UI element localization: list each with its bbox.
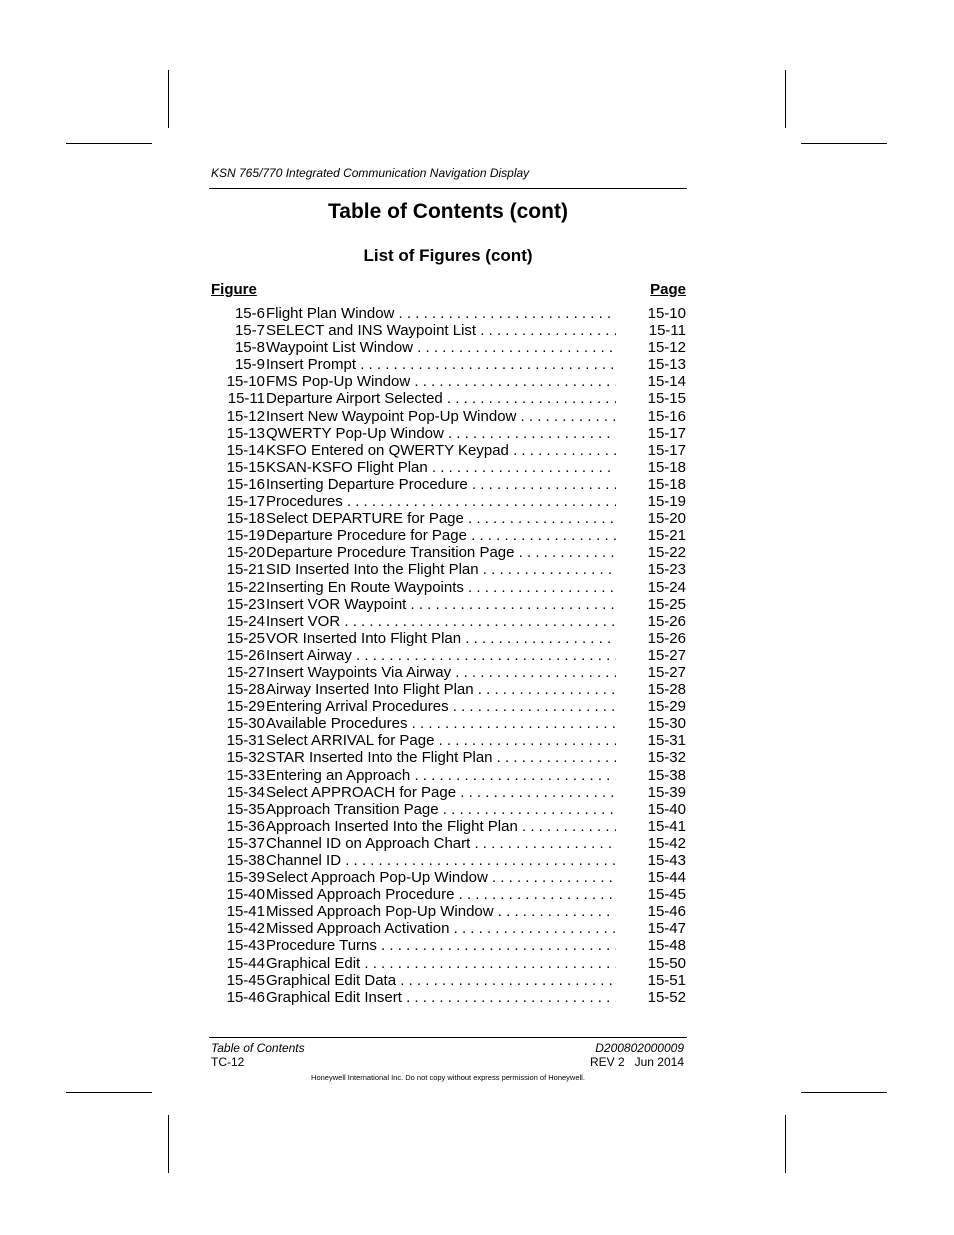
list-item — [209, 390, 687, 407]
figure-title: Missed Approach Pop-Up Window — [266, 903, 494, 921]
figure-list — [209, 305, 687, 1006]
figure-page: 15-22 — [644, 544, 686, 561]
copyright-notice: Honeywell International Inc. Do not copy without express permission of Honeywell. — [311, 1073, 585, 1082]
figure-title: Channel ID — [266, 852, 342, 869]
figure-page: 15-27 — [644, 664, 686, 681]
figure-page: 15-31 — [644, 732, 686, 749]
figure-title: VOR Inserted Into Flight Plan — [266, 629, 462, 647]
figure-title: Available Procedures — [266, 715, 408, 733]
list-item — [209, 955, 687, 972]
figure-title-leader — [266, 356, 616, 373]
figure-title-leader — [266, 510, 616, 527]
figure-page: 15-41 — [644, 818, 686, 835]
figure-page: 15-42 — [644, 835, 686, 852]
figure-number: 15-43 — [226, 937, 265, 955]
figure-page: 15-51 — [644, 972, 686, 989]
figure-page: 15-29 — [644, 698, 686, 715]
figure-title-leader — [266, 903, 616, 920]
list-item — [209, 715, 687, 732]
figure-title-leader — [266, 442, 616, 459]
figure-page: 15-15 — [644, 390, 686, 407]
figure-title: Departure Procedure Transition Page — [266, 544, 515, 562]
figure-title: QWERTY Pop-Up Window — [266, 424, 444, 442]
figure-title-leader — [266, 835, 616, 852]
figure-title: Entering an Approach — [266, 766, 411, 784]
figure-page: 15-20 — [644, 510, 686, 527]
figure-page: 15-25 — [644, 596, 686, 613]
figure-title-leader — [266, 767, 616, 784]
figure-number: 15-44 — [226, 954, 265, 972]
figure-title-leader — [266, 955, 616, 972]
figure-title: SID Inserted Into the Flight Plan — [266, 561, 479, 579]
figure-title-leader — [266, 937, 616, 954]
figure-title-leader — [266, 664, 616, 681]
figure-number: 15-6 — [234, 305, 265, 322]
list-item — [209, 732, 687, 749]
list-item — [209, 647, 687, 664]
figure-title: Insert Waypoints Via Airway — [266, 663, 452, 681]
figure-title-leader — [266, 305, 616, 322]
figure-title: Insert Prompt — [266, 356, 357, 374]
figure-page: 15-50 — [644, 955, 686, 972]
figure-page: 15-17 — [644, 425, 686, 442]
footer-rule — [209, 1037, 687, 1038]
figure-number: 15-38 — [226, 852, 265, 869]
footer-section: Table of Contents — [211, 1041, 305, 1055]
figure-page: 15-45 — [644, 886, 686, 903]
figure-number: 15-30 — [226, 715, 265, 733]
figure-title-leader — [266, 972, 616, 989]
figure-number: 15-24 — [226, 612, 265, 630]
figure-number: 15-25 — [226, 629, 265, 647]
page-column-header: Page — [650, 281, 686, 298]
list-item — [209, 989, 687, 1006]
figure-page: 15-30 — [644, 715, 686, 732]
figure-page: 15-47 — [644, 920, 686, 937]
figure-title-leader — [266, 596, 616, 613]
figure-page: 15-18 — [644, 476, 686, 493]
figure-title-leader — [266, 390, 616, 407]
crop-mark-top-right-h — [801, 143, 887, 144]
figure-number: 15-36 — [226, 817, 265, 835]
figure-title: Select Approach Pop-Up Window — [266, 869, 488, 887]
list-item — [209, 937, 687, 954]
figure-title-leader — [266, 749, 616, 766]
figure-number: 15-33 — [226, 766, 265, 784]
footer-page-id: TC-12 — [211, 1055, 245, 1069]
page-title: Table of Contents (cont) — [328, 200, 568, 223]
figure-title: Procedure Turns — [266, 937, 377, 955]
figure-title: Inserting Departure Procedure — [266, 475, 468, 493]
list-item — [209, 425, 687, 442]
figure-number: 15-46 — [226, 988, 265, 1006]
figure-page: 15-16 — [644, 408, 686, 425]
crop-mark-top-left-h — [66, 143, 152, 144]
figure-number: 15-7 — [234, 322, 265, 340]
footer-right — [590, 1041, 684, 1069]
list-item — [209, 886, 687, 903]
figure-page: 15-10 — [644, 305, 686, 322]
figure-title: Select ARRIVAL for Page — [266, 732, 435, 750]
figure-title: Approach Inserted Into the Flight Plan — [266, 817, 518, 835]
figure-title-leader — [266, 544, 616, 561]
figure-number: 15-39 — [226, 869, 265, 887]
list-item — [209, 408, 687, 425]
figure-title: Insert New Waypoint Pop-Up Window — [266, 407, 517, 425]
figure-title-leader — [266, 647, 616, 664]
figure-number: 15-20 — [226, 544, 265, 562]
list-item — [209, 852, 687, 869]
list-item — [209, 544, 687, 561]
figure-title-leader — [266, 373, 616, 390]
figure-page: 15-19 — [644, 493, 686, 510]
figure-page: 15-26 — [644, 630, 686, 647]
figure-number: 15-13 — [226, 424, 265, 442]
list-item — [209, 749, 687, 766]
figure-page: 15-13 — [644, 356, 686, 373]
figure-page: 15-32 — [644, 749, 686, 766]
crop-mark-bottom-left-h — [66, 1092, 152, 1093]
figure-title: Entering Arrival Procedures — [266, 698, 449, 716]
figure-number: 15-35 — [226, 800, 265, 818]
figure-page: 15-14 — [644, 373, 686, 390]
figure-title: Graphical Edit — [266, 954, 361, 972]
footer-revision: REV 2 Jun 2014 — [589, 1055, 684, 1069]
list-item — [209, 476, 687, 493]
list-item — [209, 459, 687, 476]
figure-title: Select APPROACH for Page — [266, 783, 457, 801]
figure-page: 15-27 — [644, 647, 686, 664]
figure-title-leader — [266, 732, 616, 749]
figure-number: 15-37 — [226, 834, 265, 852]
figure-title: Insert Airway — [266, 646, 352, 664]
figure-title-leader — [266, 715, 616, 732]
figure-page: 15-23 — [644, 561, 686, 578]
figure-title-leader — [266, 561, 616, 578]
list-item — [209, 903, 687, 920]
figure-title: Missed Approach Activation — [266, 920, 450, 938]
figure-title: Graphical Edit Insert — [266, 988, 402, 1006]
figure-title: KSFO Entered on QWERTY Keypad — [266, 441, 509, 459]
figure-title-leader — [266, 476, 616, 493]
figure-title-leader — [266, 784, 616, 801]
figure-title-leader — [266, 920, 616, 937]
figure-page: 15-48 — [644, 937, 686, 954]
list-item — [209, 339, 687, 356]
list-item — [209, 493, 687, 510]
figure-title-leader — [266, 630, 616, 647]
figure-page: 15-26 — [644, 613, 686, 630]
figure-title-leader — [266, 989, 616, 1006]
figure-number: 15-42 — [226, 920, 265, 938]
figure-page: 15-38 — [644, 767, 686, 784]
figure-title: Approach Transition Page — [266, 800, 439, 818]
list-item — [209, 596, 687, 613]
figure-title-leader — [266, 818, 616, 835]
list-item — [209, 510, 687, 527]
figure-title: Select DEPARTURE for Page — [266, 510, 464, 528]
figure-title-leader — [266, 322, 616, 339]
figure-title: Airway Inserted Into Flight Plan — [266, 681, 474, 699]
figure-page: 15-40 — [644, 801, 686, 818]
figure-title: KSAN-KSFO Flight Plan — [266, 458, 428, 476]
figure-number: 15-15 — [226, 458, 265, 476]
figure-number: 15-16 — [226, 475, 265, 493]
running-header: KSN 765/770 Integrated Communication Navigation Display — [211, 166, 530, 180]
figure-number: 15-26 — [226, 646, 265, 664]
figure-page: 15-12 — [644, 339, 686, 356]
list-item — [209, 972, 687, 989]
list-item — [209, 818, 687, 835]
figure-title: FMS Pop-Up Window — [266, 373, 411, 391]
figure-title: Departure Procedure for Page — [266, 527, 467, 545]
figure-title-leader — [266, 459, 616, 476]
figure-title: Channel ID on Approach Chart — [266, 834, 471, 852]
crop-mark-top-left — [168, 70, 169, 128]
list-item — [209, 835, 687, 852]
footer-doc-number: D200802000009 — [595, 1041, 684, 1055]
figure-title: Inserting En Route Waypoints — [266, 578, 464, 596]
figure-title: Insert VOR Waypoint — [266, 595, 407, 613]
list-item — [209, 561, 687, 578]
figure-page: 15-52 — [644, 989, 686, 1006]
figure-number: 15-32 — [226, 749, 265, 767]
figure-column-header: Figure — [211, 281, 257, 298]
figure-title-leader — [266, 527, 616, 544]
list-item — [209, 373, 687, 390]
figure-page: 15-11 — [645, 322, 686, 339]
figure-number: 15-34 — [226, 783, 265, 801]
figure-title: Flight Plan Window — [266, 305, 395, 322]
header-rule — [209, 188, 687, 189]
figure-number: 15-28 — [226, 681, 265, 699]
list-item — [209, 322, 687, 339]
figure-number: 15-11 — [227, 390, 265, 408]
figure-number: 15-22 — [226, 578, 265, 596]
figure-number: 15-9 — [234, 356, 265, 374]
crop-mark-bottom-right-h — [801, 1092, 887, 1093]
list-item — [209, 305, 687, 322]
list-item — [209, 681, 687, 698]
figure-page: 15-39 — [644, 784, 686, 801]
figure-title-leader — [266, 425, 616, 442]
crop-mark-bottom-left — [168, 1115, 169, 1173]
figure-number: 15-12 — [226, 407, 265, 425]
figure-title-leader — [266, 339, 616, 356]
figure-number: 15-19 — [226, 527, 265, 545]
figure-number: 15-18 — [226, 510, 265, 528]
figure-number: 15-21 — [226, 561, 265, 579]
figure-page: 15-21 — [644, 527, 686, 544]
list-item — [209, 613, 687, 630]
footer-left — [211, 1041, 305, 1069]
figure-title: SELECT and INS Waypoint List — [266, 322, 477, 340]
figure-title-leader — [266, 613, 616, 630]
figure-page: 15-43 — [644, 852, 686, 869]
figure-number: 15-14 — [226, 441, 265, 459]
list-item — [209, 869, 687, 886]
figure-title-leader — [266, 698, 616, 715]
figure-number: 15-27 — [226, 663, 265, 681]
figure-page: 15-24 — [644, 579, 686, 596]
list-item — [209, 767, 687, 784]
figure-title: Graphical Edit Data — [266, 971, 397, 989]
list-item — [209, 442, 687, 459]
figure-page: 15-46 — [644, 903, 686, 920]
crop-mark-top-right — [785, 70, 786, 128]
list-item — [209, 630, 687, 647]
list-item — [209, 801, 687, 818]
list-item — [209, 664, 687, 681]
figure-title-leader — [266, 886, 616, 903]
list-item — [209, 698, 687, 715]
figure-title-leader — [266, 408, 616, 425]
figure-title: Waypoint List Window — [266, 339, 413, 357]
figure-title: STAR Inserted Into the Flight Plan — [266, 749, 493, 767]
figure-number: 15-17 — [226, 493, 265, 511]
crop-mark-bottom-right — [785, 1115, 786, 1173]
section-title: List of Figures (cont) — [363, 246, 533, 265]
list-item — [209, 920, 687, 937]
figure-title: Departure Airport Selected — [266, 390, 443, 408]
figure-number: 15-31 — [226, 732, 265, 750]
figure-title-leader — [266, 852, 616, 869]
figure-number: 15-23 — [226, 595, 265, 613]
figure-title-leader — [266, 801, 616, 818]
figure-page: 15-17 — [644, 442, 686, 459]
figure-number: 15-8 — [234, 339, 265, 357]
figure-page: 15-44 — [644, 869, 686, 886]
figure-number: 15-10 — [226, 373, 265, 391]
figure-title: Procedures — [266, 493, 343, 511]
figure-title: Missed Approach Procedure — [266, 886, 455, 904]
list-item — [209, 579, 687, 596]
figure-number: 15-40 — [226, 886, 265, 904]
list-item — [209, 356, 687, 373]
figure-page: 15-28 — [644, 681, 686, 698]
figure-number: 15-45 — [226, 971, 265, 989]
figure-title-leader — [266, 681, 616, 698]
figure-page: 15-18 — [644, 459, 686, 476]
list-item — [209, 527, 687, 544]
figure-title-leader — [266, 869, 616, 886]
figure-title: Insert VOR — [266, 612, 341, 630]
figure-title-leader — [266, 579, 616, 596]
figure-number: 15-41 — [226, 903, 265, 921]
figure-number: 15-29 — [226, 698, 265, 716]
figure-title-leader — [266, 493, 616, 510]
list-item — [209, 784, 687, 801]
